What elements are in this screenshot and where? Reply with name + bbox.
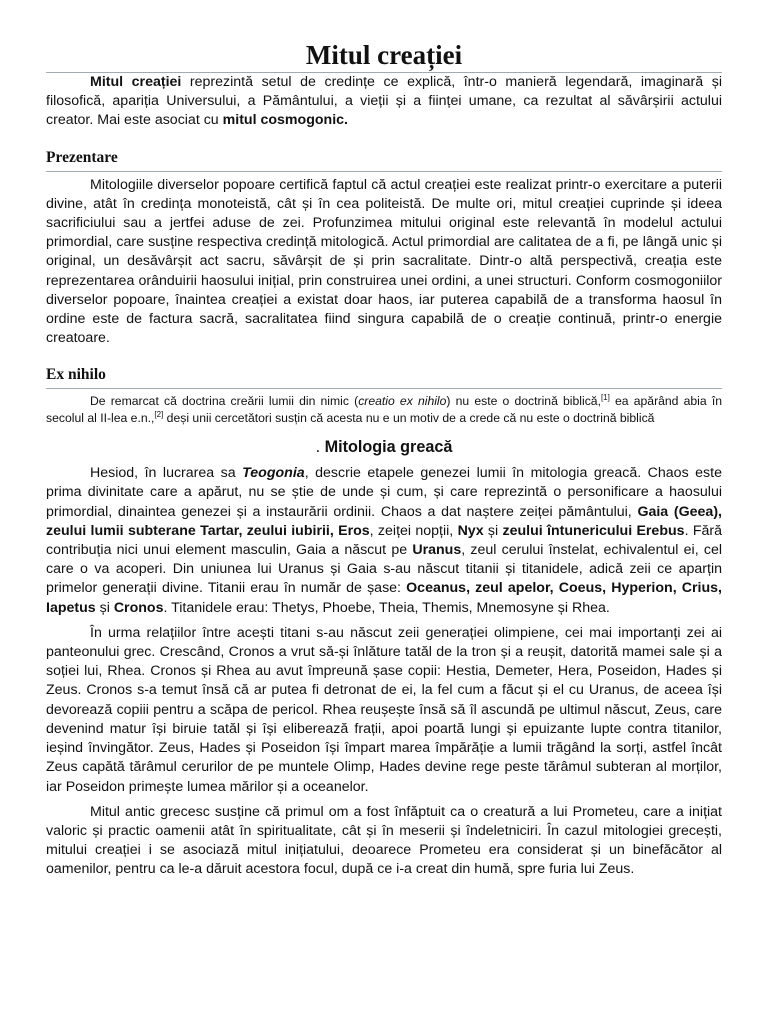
section-divider (46, 388, 722, 389)
document-page (46, 38, 722, 880)
text: Hesiod, în lucrarea sa (90, 465, 243, 482)
intro-bold-term: Mitul creației (90, 74, 182, 90)
page-title: Mitul creației (305, 40, 463, 70)
text: , zeul cerului înstelat, echivalentul ei, cel care o va acoperi. Din uniunea lui Uranus și Gaia s-au născut titanii și titanidele, adică zeii ce aparțin primelor generații divine. Titanii erau în număr de șase: (46, 542, 722, 597)
ex-nihilo-italic: creatio ex nihilo (358, 394, 447, 409)
text: , zeiței nopții, (369, 522, 458, 539)
greek-paragraph-3: Mitul antic grecesc susține că primul om a fost înfăptuit ca o creatură a lui Prometeu, care a inițiat valoric și practic oamenii atât în spiritualitate, cât și în meserii și îndeletniciri. În cazul mitologiei grecești, mitului creației i se asociază mitul inițiatului, deoarece Prometeu era considerat și un binefăcător al oamenilor, pentru ca le-a dăruit acestora focul, după ce i-a creat din humă, spre furia lui Zeus. (46, 803, 722, 878)
greek-paragraph-1 (46, 464, 722, 618)
intro-text: reprezintă setul de credințe ce explică, într-o manieră legendară, imaginară și filosofică, apariția Universului, a Pământului, a vieții și a ființei umane, ca rezultat al săvârșirii actului creator. Mai este asociat cu (46, 74, 722, 129)
teogonia-title: Teogonia (242, 465, 305, 482)
mitul-cosmogonic-link[interactable]: mitul cosmogonic. (222, 112, 348, 129)
ex-nihilo-paragraph (46, 393, 722, 426)
ex-nihilo-text: De remarcat că doctrina creării lumii din nimic ( (90, 394, 359, 409)
greek-paragraph-2: În urma relațiilor între acești titani s-au născut zeii generației olimpiene, cei mai importanți zei ai panteonului grec. Crescând, Cronos a vrut să-și înlăture tatăl de la tron și a reușit, datorită mamei sale și a soției lui, Rhea. Cronos și Rhea au avut împreună șase copii: Hestia, Demeter, Hera, Poseidon, Hades și Zeus. Cronos s-a temut însă că ar putea fi detronat de ei, la fel cum a făcut și el cu Uranus, de aceea își devorează copiii pentru a scăpa de pericol. Rhea reușește însă să îl ascundă pe ultimul născut, Zeus, care devenind matur își biruie tatăl și își eliberează frații, apoi poartă lungi și epuizante lupte contra titanilor, ieșind învingător. Zeus, Hades și Poseidon își împart marea împărăție a lumii trăgând la sorți, astfel încât Zeus capătă tărâmul cerurilor de pe muntele Olimp, Hades devine rege peste tărâmul subteran al morților, iar Poseidon primește lumea mărilor și a oceanelor. (46, 624, 722, 795)
text: și (483, 522, 503, 539)
text: Chaos este prima divinitate care a apărut, nu se știe de unde și cum, și care reprezintă o personificare a haosului primordial, dinaintea genezei și a instaurării ordinii. Chaos a dat naștere zeiței pământului, (46, 465, 722, 520)
intro-paragraph (46, 73, 722, 131)
heading-text: Mitologia greacă (324, 438, 453, 457)
section-heading-ex-nihilo: Ex nihilo (46, 366, 106, 384)
greek-mythology-heading (46, 436, 722, 458)
reference-1[interactable]: [1] (600, 393, 610, 403)
ex-nihilo-text: ea apărând abia în secolul al II-lea e.n., (46, 394, 722, 425)
bold-text: Gaia (Geea), zeului lumii subterane Tartar, zeului iubirii, Eros (46, 503, 722, 539)
text: . Titanidele erau: Thetys, Phoebe, Theia, Themis, Mnemosyne și Rhea. (163, 599, 610, 616)
ex-nihilo-text: ) nu este o doctrină biblică, (446, 394, 601, 409)
ex-nihilo-text: deși unii cercetători susțin că acesta nu e un motiv de a crede că nu este o doctrină biblică (163, 410, 655, 425)
bold-text: Cronos (113, 599, 164, 616)
text: și (95, 599, 114, 616)
text: . Fără contribuția nici unui element masculin, Gaia a născut pe (46, 522, 722, 559)
prezentare-paragraph: Mitologiile diverselor popoare certifică faptul că actul creației este realizat printr-o exercitare a puterii divine, atât în credința monoteistă, cât și în cea politeistă. De multe ori, mitul creației cuprinde și ideea sacrificiului sau a jertfei aduse de zei. Profunzimea mitului original este relevantă în modelul actului primordial, care susține respectiva credință mitologică. Actul primordial are calitatea de a fi, pe lângă unic și original, un desăvârșit act sacru, săvârșit de și prin sacralitate. Dintr-o altă perspectivă, creația este reprezentarea orânduirii haosului inițial, prin construirea unei ordini, a unei structuri. Conform cosmogoniilor diverselor popoare, înaintea creației a existat doar haos, iar puterea capabilă de a transforma haosul în ordine este de factura sacră, sacralitatea fiind singura capabilă de o creație continuă, printr-o energie creatoare. (46, 176, 722, 347)
bold-text: Nyx (457, 522, 484, 539)
bold-text: Uranus (412, 542, 462, 559)
reference-2[interactable]: [2] (154, 409, 164, 419)
bold-text: Oceanus, zeul apelor, Coeus, Hyperion, Crius, Iapetus (46, 580, 722, 616)
section-divider (46, 171, 722, 172)
section-heading-prezentare: Prezentare (46, 148, 118, 166)
text: , descrie etapele genezei lumii în mitologia greacă. (304, 465, 648, 482)
heading-prefix: . (315, 438, 325, 457)
bold-text: zeului întunericului Erebus (502, 522, 685, 539)
